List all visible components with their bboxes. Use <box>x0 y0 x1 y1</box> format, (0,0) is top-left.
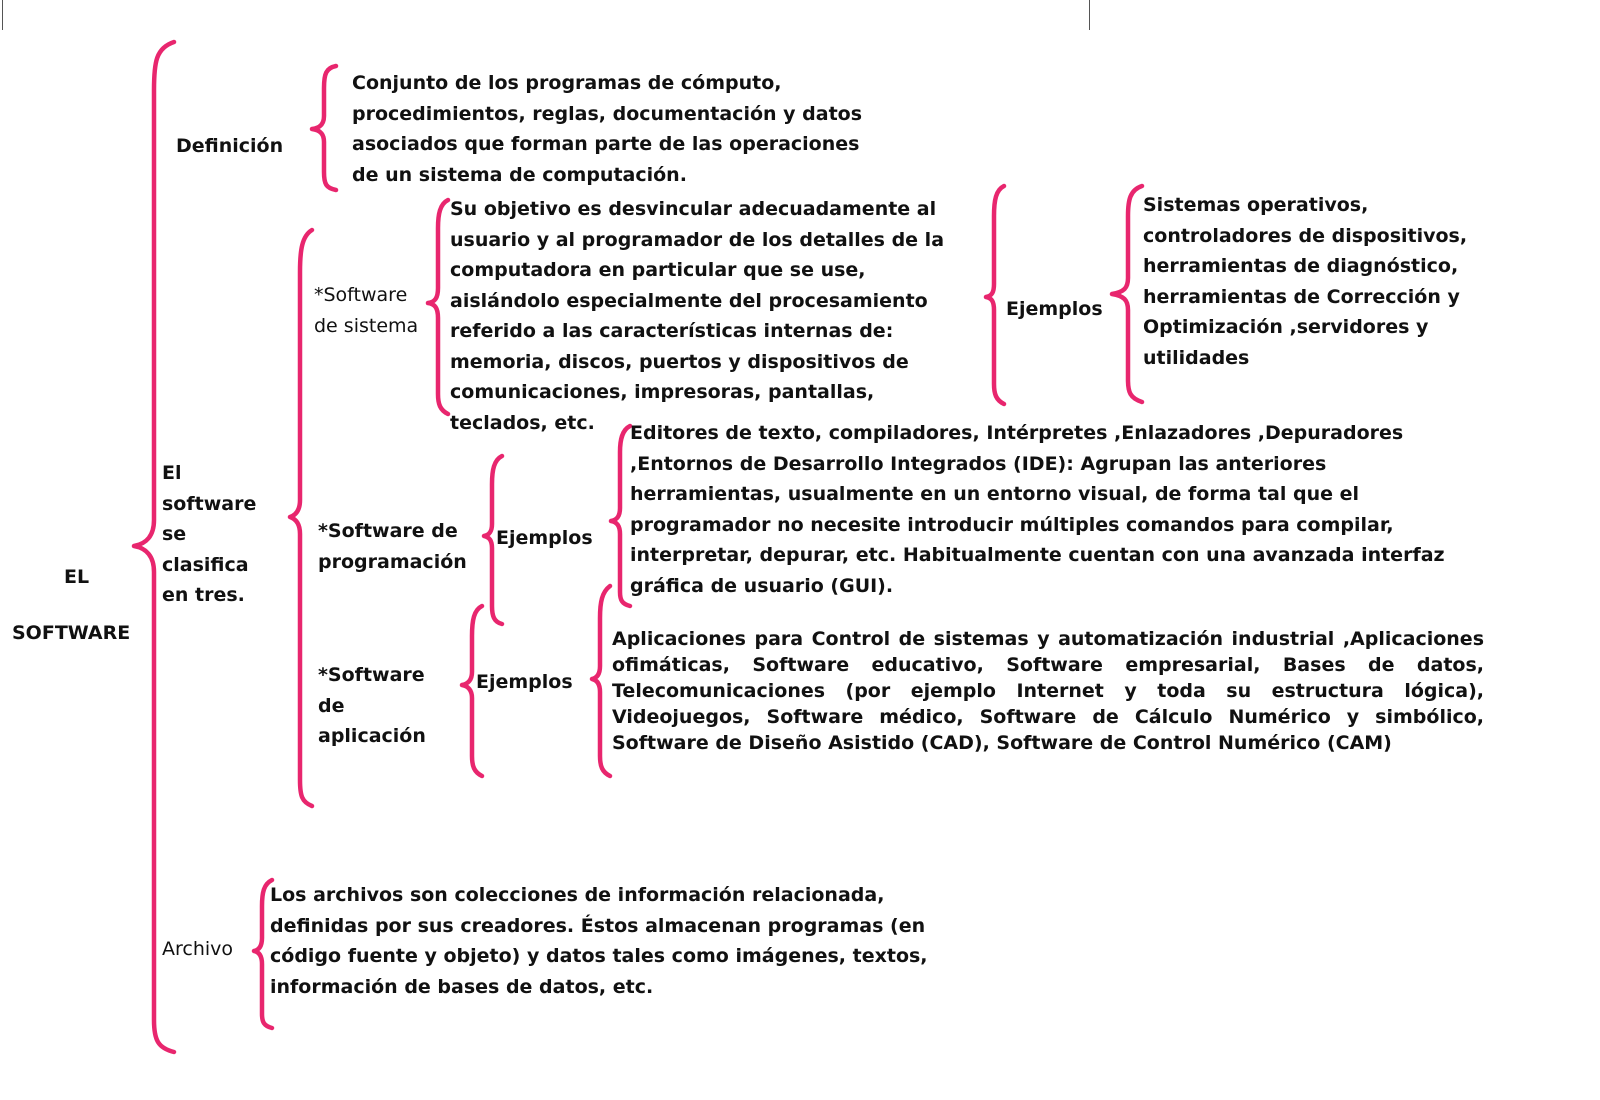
software-sistema-examples: Sistemas operativos, controladores de dispositivos, herramientas de diagnóstico, herramientas de Corrección y Optimización ,servidores y utilidades <box>1143 194 1468 369</box>
root-title-line1: EL <box>64 566 90 588</box>
software-aplicacion-ejemplos-label: Ejemplos <box>476 671 573 693</box>
sistema-examples-brace <box>1112 186 1142 402</box>
clasificacion-label: El software se clasifica en tres. <box>162 462 257 606</box>
software-sistema-description: Su objetivo es desvincular adecuadamente al usuario y al programador de los detalles de la computadora en particular que se use, aislándolo especialmente del procesamiento referido a las características internas de: memoria, discos, puertos y dispositivos de comunicaciones, impresoras, pantallas, teclados, etc. <box>450 198 945 434</box>
clasificacion-brace <box>290 230 312 806</box>
software-programacion-label: *Software de programación <box>318 520 467 573</box>
programacion-examples-brace <box>611 426 630 606</box>
aplicacion-examples-brace <box>592 586 610 776</box>
software-programacion-examples: Editores de texto, compiladores, Intérpretes ,Enlazadores ,Depuradores ,Entornos de Desarrollo Integrados (IDE): Agrupan las anteriores herramientas, usualmente en un entorno visual, de forma tal que el programador no necesite introducir múltiples comandos para compilar, interpretar, depurar, etc. Habitualmente cuentan con una avanzada interfaz gráfica de usuario (GUI). <box>630 422 1445 597</box>
archivo-text: Los archivos son colecciones de información relacionada, definidas por sus creadores. Éstos almacenan programas (en código fuente y objeto) y datos tales como imágenes, textos, información de bases de datos, etc. <box>270 884 928 998</box>
software-aplicacion-examples: Aplicaciones para Control de sistemas y automatización industrial ,Aplicaciones ofimáticas, Software educativo, Software empresarial, Bases de datos, Telecomunicaciones (por ejemplo Internet y toda su estructura lógica), Videojuegos, Software médico, Software de Cálculo Numérico y simbólico, Software de Diseño Asistido (CAD), Software de Control Numérico (CAM) <box>612 628 1484 754</box>
software-programacion-ejemplos-label: Ejemplos <box>496 527 593 549</box>
definicion-brace <box>312 66 336 190</box>
definicion-text: Conjunto de los programas de cómputo, procedimientos, reglas, documentación y datos asociados que forman parte de las operaciones de un sistema de computación. <box>352 72 863 186</box>
software-sistema-ejemplos-label: Ejemplos <box>1006 298 1103 320</box>
root-title-line2: SOFTWARE <box>12 622 131 644</box>
software-sistema-label: *Software de sistema <box>314 284 419 337</box>
archivo-label: Archivo <box>162 938 234 960</box>
software-aplicacion-label: *Software de aplicación <box>318 664 426 747</box>
definicion-label: Definición <box>176 135 284 157</box>
